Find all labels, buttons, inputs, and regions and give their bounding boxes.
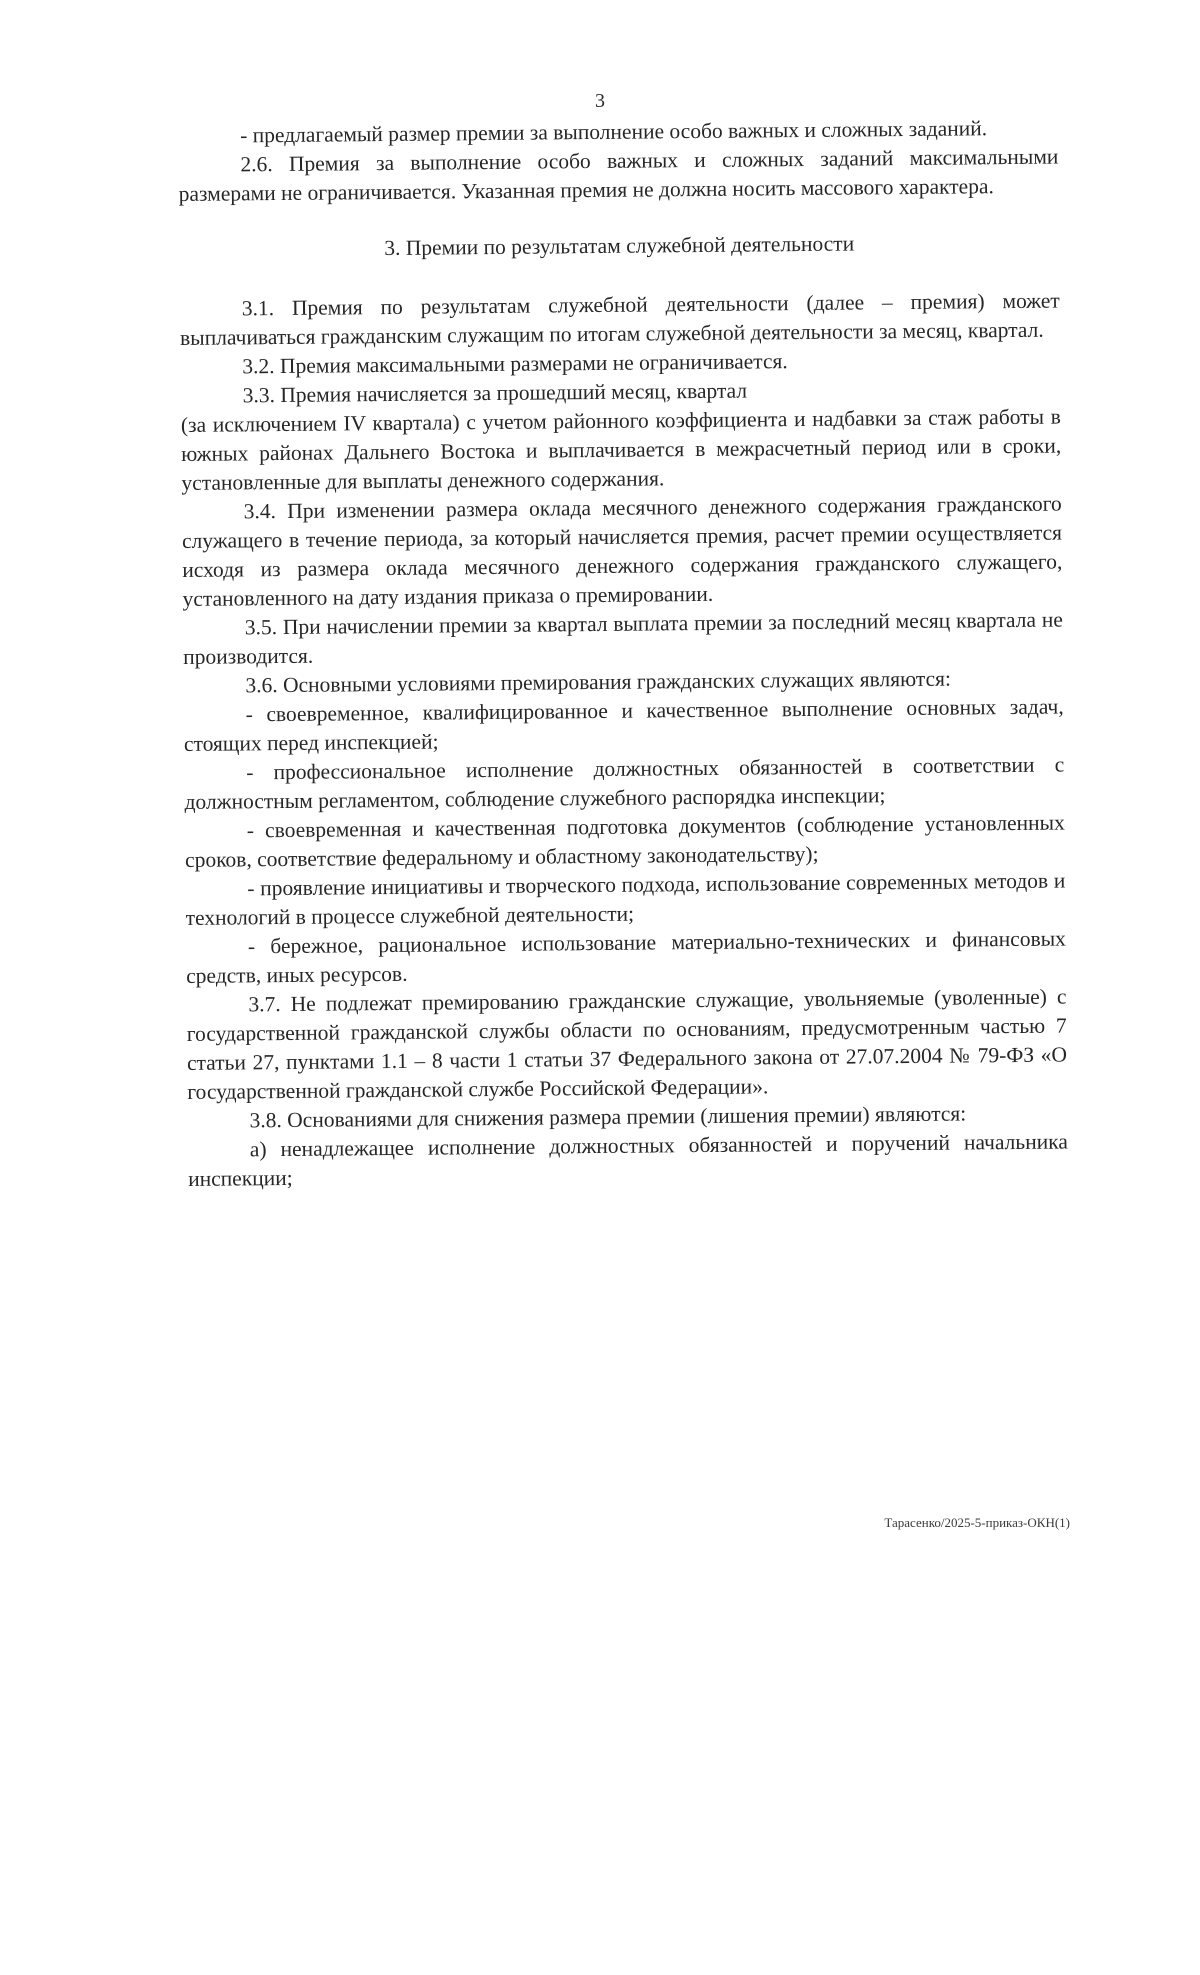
paragraph-3-5: 3.5. При начислении премии за квартал выплата премии за последний месяц квартала не производится. <box>183 607 1063 669</box>
section-heading-3: 3. Премии по результатам служебной деятельности <box>384 231 855 261</box>
paragraph-3-3-continuation: (за исключением IV квартала) с учетом районного коэффициента и надбавки за стаж работы в южных районах Дальнего Востока и выплачивается в межрасчетный период или в сроки, установленные для выплаты денежного содержания. <box>180 404 1062 495</box>
list-item-document-preparation: - своевременная и качественная подготовка документов (соблюдение установленных сроков, соответствие федеральному и областному законодательству); <box>184 810 1065 872</box>
paragraph-3-8: 3.8. Основаниями для снижения размера премии (лишения премии) являются: <box>249 1101 967 1133</box>
document-footer-code: Тарасенко/2025-5-приказ-ОКН(1) <box>884 1515 1070 1530</box>
paragraph-2-6: 2.6. Премия за выполнение особо важных и сложных заданий максимальными размерами не ограничивается. Указанная премия не должна носить массового характера. <box>178 144 1059 206</box>
document-body <box>178 114 1068 1194</box>
paragraph-3-8-a: а) ненадлежащее исполнение должностных обязанностей и поручений начальника инспекции; <box>188 1129 1068 1191</box>
paragraph-3-7: 3.7. Не подлежат премированию гражданские служащие, увольняемые (уволенные) с государственной гражданской службы области по основаниям, предусмотренным частью 7 статьи 27, пунктами 1.1 – 8 части 1 статьи 37 Федерального закона от 27.07.2004 № 79-ФЗ «О государственной гражданской службе Российской Федерации». <box>186 984 1068 1104</box>
page-number: 3 <box>595 90 605 112</box>
list-item-initiative: - проявление инициативы и творческого подхода, использование современных методов и технологий в процессе служебной деятельности; <box>185 868 1066 930</box>
paragraph-3-1: 3.1. Премия по результатам служебной деятельности (далее – премия) может выплачиваться гражданским служащим по итогам служебной деятельности за месяц, квартал. <box>179 288 1060 350</box>
paragraph-3-6: 3.6. Основными условиями премирования гражданских служащих являются: <box>245 666 952 698</box>
paragraph-3-2: 3.2. Премия максимальными размерами не ограничивается. <box>242 349 788 379</box>
paragraph-3-4: 3.4. При изменении размера оклада месячного денежного содержания гражданского служащего в течение периода, за который начисляется премия, расчет премии осуществляется исходя из размера оклада месячного денежного содержания гражданского служащего, установленного на дату издания приказа о премировании. <box>181 491 1063 611</box>
paragraph-3-3-first-line: 3.3. Премия начисляется за прошедший месяц, квартал <box>242 378 748 408</box>
paragraph-proposed-bonus-size: - предлагаемый размер премии за выполнение особо важных и сложных заданий. <box>240 116 988 148</box>
list-item-professional-duties: - профессиональное исполнение должностных обязанностей в соответствии с должностным регламентом, соблюдение служебного распорядка инспекции; <box>184 752 1065 814</box>
list-item-timely-execution: - своевременное, квалифицированное и качественное выполнение основных задач, стоящих перед инспекцией; <box>183 694 1064 756</box>
list-item-careful-resources: - бережное, рациональное использование материально-технических и финансовых средств, иных ресурсов. <box>186 926 1066 988</box>
